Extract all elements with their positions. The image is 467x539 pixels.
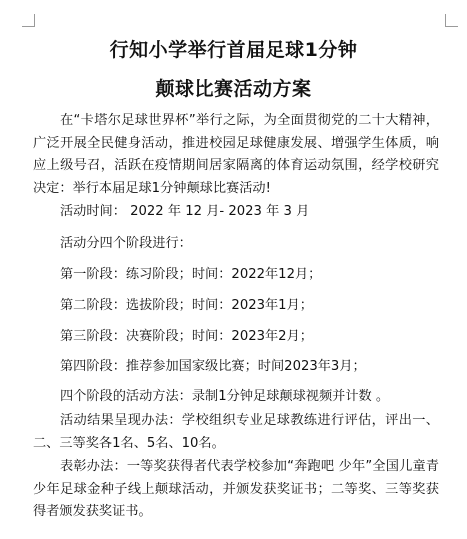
phase-2: 第二阶段：选拔阶段；时间：2023年1月； <box>60 298 313 313</box>
phase-3: 第三阶段：决赛阶段；时间：2023年2月； <box>60 329 313 344</box>
phases-intro: 活动分四个阶段进行： <box>60 236 192 251</box>
document-title-line1: 行知小学举行首届足球1分钟 <box>109 39 358 61</box>
award-paragraph: 表彰办法：一等奖获得者代表学校参加“奔跑吧 少年”全国儿童青少年足球金种子线上颠球活动，并颁发获奖证书；二等奖、三等奖获得者颁发获奖证书。 <box>33 459 439 519</box>
result-paragraph: 活动结果呈现办法：学校组织专业足球教练进行评估，评出一、二、三等奖各1名、5名、10名。 <box>33 413 439 451</box>
page-corner-mark-left <box>22 14 35 27</box>
document-title-line2: 颠球比赛活动方案 <box>155 78 312 100</box>
activity-method: 四个阶段的活动方法：录制1分钟足球颠球视频并计数 。 <box>60 389 390 404</box>
intro-paragraph: 在“卡塔尔足球世界杯”举行之际，为全面贯彻党的二十大精神，广泛开展全民健身活动，推进校园足球健康发展、增强学生体质，响应上级号召，活跃在疫情期间居家隔离的体育运动氛围，经学校研究决定：举行本届足球1分钟颠球比赛活动! <box>33 113 439 196</box>
phase-4: 第四阶段：推荐参加国家级比赛；时间2023年3月； <box>60 359 366 374</box>
phase-1: 第一阶段：练习阶段；时间：2022年12月； <box>60 267 322 282</box>
activity-time: 活动时间： 2022 年 12 月- 2023 年 3 月 <box>60 204 310 219</box>
page-corner-mark-right <box>445 14 458 27</box>
